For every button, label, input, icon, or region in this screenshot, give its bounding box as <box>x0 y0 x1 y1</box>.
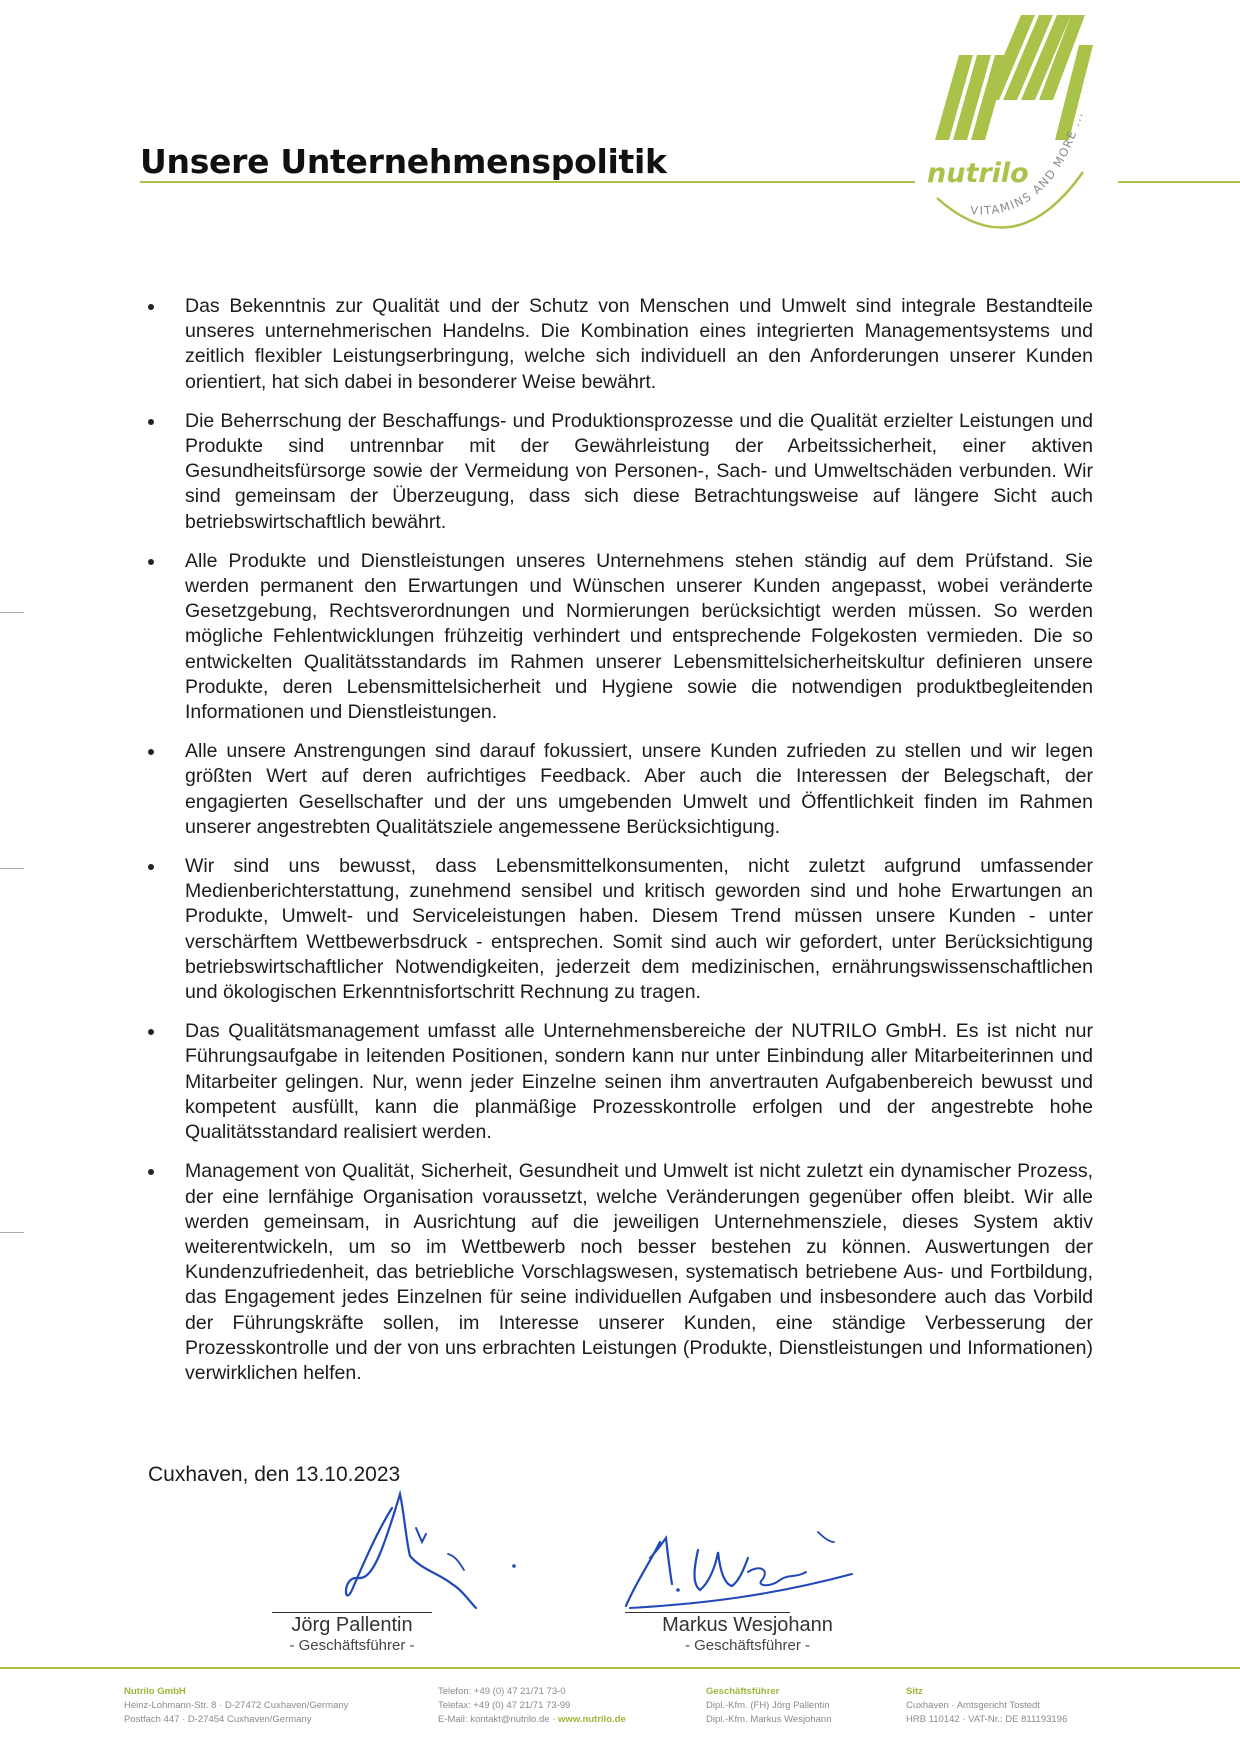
list-item <box>148 854 1093 1005</box>
signature-line <box>625 1612 790 1613</box>
paragraph-text: Wir sind uns bewusst, dass Lebensmittelkonsumenten, nicht zuletzt aufgrund umfassender Medienberichterstattung, zunehmend sensibel und kritisch geworden sind und hohe Erwartungen an Produkte, Umwelt- und Serviceleistungen haben. Diesem Trend müssen unsere Kunden - unter verschärftem Wettbewerbsdruck - entsprechen. Somit sind auch wir gefordert, unter Berücksichtigung betriebswirtschaftlicher Notwendigkeiten, jederzeit dem medizinischen, ernährungswissenschaftlichen und ökologischen Erkenntnisfortschritt Rechnung zu tragen. <box>185 855 1093 1004</box>
margin-fold-mark <box>0 1232 24 1233</box>
list-item <box>148 409 1093 535</box>
footer-phone: Telefon: +49 (0) 47 21/71 73-0 <box>438 1686 566 1697</box>
footer-company <box>124 1685 348 1727</box>
policy-list <box>148 294 1093 1400</box>
footer-email: E-Mail: kontakt@nutrilo.de · <box>438 1714 558 1725</box>
footer-management-line: Dipl.-Kfm. (FH) Jörg Pallentin <box>706 1700 830 1711</box>
footer-website-link[interactable]: www.nutrilo.de <box>558 1714 626 1725</box>
signature-line <box>272 1612 432 1613</box>
footer-seat-line: Cuxhaven · Amtsgericht Tostedt <box>906 1700 1040 1711</box>
footer-seat-heading: Sitz <box>906 1686 923 1697</box>
signature-pallentin <box>330 1490 530 1615</box>
paragraph-text: Die Beherrschung der Beschaffungs- und Produktionsprozesse und die Qualität erzielter Leistungen und Produkte sind untrennbar mit der Gewährleistung der Arbeitssicherheit, einer aktiven Gesundheitsfürsorge sowie der Vermeidung von Personen-, Sach- und Umweltschäden verbunden. Wir sind gemeinsam der Überzeugung, dass sich diese Betrachtungsweise auf längere Sicht auch betriebswirtschaftlich bewährt. <box>185 409 1093 533</box>
list-item <box>148 549 1093 725</box>
footer-management <box>706 1685 831 1727</box>
logo-wordmark: nutrilo <box>927 158 1029 189</box>
bullet-icon <box>148 749 154 755</box>
paragraph-text: Alle Produkte und Dienstleistungen unseres Unternehmens stehen ständig auf dem Prüfstand. Sie werden permanent den Erwartungen und Wünschen unserer Kunden angepasst, wobei veränderte Gesetzgebung, Rechtsverordnungen und Normierungen berücksichtigt werden müssen. So werden mögliche Fehlentwicklungen frühzeitig verhindert und entsprechende Folgekosten vermieden. Die so entwickelten Qualitätsstandards im Rahmen unserer Lebensmittelsicherheitskultur definieren unsere Produkte, deren Lebensmittelsicherheit und Hygiene sowie die notwendigen produktbegleitenden Informationen und Dienstleistungen. <box>185 549 1093 724</box>
list-item <box>148 1019 1093 1145</box>
bullet-icon <box>148 1169 154 1175</box>
signature-wesjohann <box>620 1512 860 1612</box>
footer-seat-line: HRB 110142 · VAT-Nr.: DE 811193196 <box>906 1714 1068 1725</box>
footer-company-postbox: Postfach 447 · D-27454 Cuxhaven/Germany <box>124 1714 312 1725</box>
header-divider <box>140 181 915 183</box>
signer-name: Markus Wesjohann <box>662 1614 833 1636</box>
paragraph-text: Das Bekenntnis zur Qualität und der Schutz von Menschen und Umwelt sind integrale Bestandteile unseres unternehmerischen Handelns. Die Kombination eines integrierten Managementsystems und zeitlich flexibler Leistungserbringung, welche sich individuell an den Anforderungen unserer Kunden orientiert, hat sich dabei in besonderer Weise bewährt. <box>185 295 1093 393</box>
logo-tagline: VITAMINS AND MORE ... <box>970 109 1086 218</box>
bullet-icon <box>148 864 154 870</box>
bullet-icon <box>148 1029 154 1035</box>
footer-divider <box>0 1667 1240 1669</box>
margin-fold-mark <box>0 612 24 613</box>
paragraph-text: Alle unsere Anstrengungen sind darauf fokussiert, unsere Kunden zufrieden zu stellen und wir legen größten Wert auf deren aufrichtiges Feedback. Aber auch die Interessen der Belegschaft, der engagierten Gesellschafter und der uns umgebenden Umwelt und Öffentlichkeit finden im Rahmen unserer angestrebten Qualitätsziele angemessene Berücksichtigung. <box>185 740 1093 838</box>
paragraph-text: Management von Qualität, Sicherheit, Gesundheit und Umwelt ist nicht zuletzt ein dynamischer Prozess, der eine lernfähige Organisation voraussetzt, welche Veränderungen gegenüber offen bleibt. Wir alle werden gemeinsam, in Ausrichtung auf die jeweiligen Unternehmensziele, dieses System aktiv weiterentwickeln, um so im Wettbewerb noch besser bestehen zu können. Auswertungen der Kundenzufriedenheit, das betriebliche Vorschlagswesen, systematisch betriebene Aus- und Fortbildung, das Engagement jedes Einzelnen für seine individuellen Aufgaben und insbesondere auch das Vorbild der Führungskräfte sollen, im Interesse unserer Kunden, eine ständige Verbesserung der Prozesskontrolle und der von uns erbrachten Leistungen (Produkte, Dienstleistungen und Informationen) verwirklichen helfen. <box>185 1160 1093 1384</box>
bullet-icon <box>148 419 154 425</box>
footer-management-line: Dipl.-Kfm. Markus Wesjohann <box>706 1714 832 1725</box>
signer-role: - Geschäftsführer - <box>289 1637 415 1654</box>
nutrilo-logo <box>915 10 1120 255</box>
list-item <box>148 739 1093 840</box>
footer-management-heading: Geschäftsführer <box>706 1686 780 1697</box>
page-title: Unsere Unternehmenspolitik <box>140 142 667 181</box>
bullet-icon <box>148 304 154 310</box>
footer-fax: Telefax: +49 (0) 47 21/71 73-99 <box>438 1700 571 1711</box>
header-divider-right <box>1118 181 1240 183</box>
signer-name: Jörg Pallentin <box>291 1614 413 1636</box>
footer-seat <box>906 1685 1067 1727</box>
footer-contact <box>438 1685 626 1727</box>
bullet-icon <box>148 559 154 565</box>
margin-fold-mark <box>0 868 24 869</box>
place-date: Cuxhaven, den 13.10.2023 <box>148 1463 401 1486</box>
list-item <box>148 294 1093 395</box>
footer-company-heading: Nutrilo GmbH <box>124 1686 186 1697</box>
list-item <box>148 1159 1093 1386</box>
signer-role: - Geschäftsführer - <box>684 1637 811 1654</box>
footer-company-address: Heinz-Lohmann-Str. 8 · D-27472 Cuxhaven/Germany <box>124 1700 349 1711</box>
paragraph-text: Das Qualitätsmanagement umfasst alle Unternehmensbereiche der NUTRILO GmbH. Es ist nicht nur Führungsaufgabe in leitenden Positionen, sondern kann nur unter Einbindung aller Mitarbeiterinnen und Mitarbeiter gelingen. Nur, wenn jeder Einzelne seinen ihm anvertrauten Aufgabenbereich bewusst und kompetent ausfüllt, kann die planmäßige Prozesskontrolle erfolgen und der angestrebte hohe Qualitätsstandard realisiert werden. <box>185 1020 1093 1144</box>
